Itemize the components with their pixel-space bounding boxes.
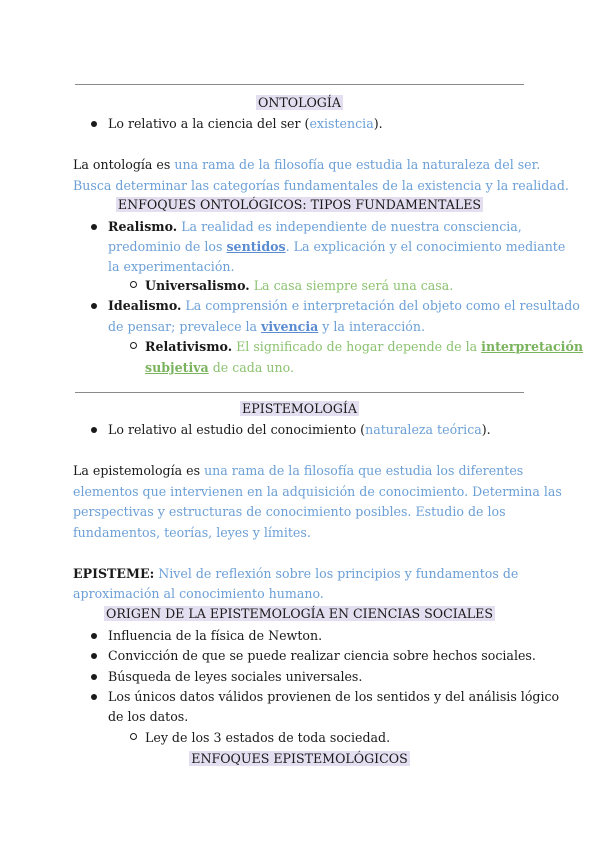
origen-item: Convicción de que se puede realizar ciencia sobre hechos sociales. xyxy=(108,648,536,663)
ontologia-def-1: La ontología es una rama de la filosofía que estudia la naturaleza del ser. xyxy=(73,157,541,172)
circle-bullet-icon xyxy=(130,342,137,349)
relativismo-line-2: subjetiva de cada uno. xyxy=(145,360,294,375)
bullet-icon xyxy=(91,694,97,700)
circle-bullet-icon xyxy=(130,733,137,740)
ontologia-def-2: Busca determinar las categorías fundamentales de la existencia y la realidad. xyxy=(73,178,569,193)
epistemologia-def-1: La epistemología es una rama de la filosofía que estudia los diferentes xyxy=(73,463,524,478)
epistemologia-def-4: fundamentos, teorías, leyes y límites. xyxy=(73,525,311,540)
epistemologia-def-3: perspectivas y estructuras de conocimiento posibles. Estudio de los xyxy=(73,504,506,519)
origen-item-continuation: de los datos. xyxy=(108,709,189,724)
circle-bullet-icon xyxy=(130,281,137,288)
universalismo: Universalismo. La casa siempre será una casa. xyxy=(145,278,454,293)
bullet-icon xyxy=(91,674,97,680)
bullet-icon xyxy=(91,303,97,309)
epistemologia-def-2: elementos que intervienen en la adquisición de conocimiento. Determina las xyxy=(73,484,562,499)
epistemologia-heading: EPISTEMOLOGÍA xyxy=(242,401,357,416)
bullet-icon xyxy=(91,121,97,127)
bullet-icon xyxy=(91,653,97,659)
idealismo-line-2: de pensar; prevalece la vivencia y la interacción. xyxy=(108,319,425,334)
bullet-icon xyxy=(91,427,97,433)
bullet-icon xyxy=(91,633,97,639)
epistemologia-bullet: Lo relativo al estudio del conocimiento (naturaleza teórica). xyxy=(108,422,491,437)
realismo-line-3: la experimentación. xyxy=(108,259,235,274)
divider-middle xyxy=(75,392,524,393)
ontologia-heading: ONTOLOGÍA xyxy=(258,95,341,110)
realismo-line-1: Realismo. La realidad es independiente de nuestra consciencia, xyxy=(108,219,522,234)
origen-item: Influencia de la física de Newton. xyxy=(108,628,323,643)
enfoques-epistemologicos-heading: ENFOQUES EPISTEMOLÓGICOS xyxy=(191,751,408,766)
episteme-line-1: EPISTEME: Nivel de reflexión sobre los principios y fundamentos de xyxy=(73,566,519,581)
bullet-icon xyxy=(91,224,97,230)
relativismo-line-1: Relativismo. El significado de hogar depende de la interpretación xyxy=(145,339,584,354)
origen-item: Los únicos datos válidos provienen de los sentidos y del análisis lógico xyxy=(108,689,560,704)
idealismo-line-1: Idealismo. La comprensión e interpretación del objeto como el resultado xyxy=(108,298,580,313)
origen-item: Búsqueda de leyes sociales universales. xyxy=(108,669,363,684)
realismo-line-2: predominio de los sentidos. La explicación y el conocimiento mediante xyxy=(108,239,566,254)
episteme-line-2: aproximación al conocimiento humano. xyxy=(73,586,324,601)
ontologia-bullet: Lo relativo a la ciencia del ser (existencia). xyxy=(108,116,383,131)
divider-top xyxy=(75,84,524,85)
enfoques-ontologicos-heading: ENFOQUES ONTOLÓGICOS: TIPOS FUNDAMENTALES xyxy=(117,197,482,212)
origen-subitem: Ley de los 3 estados de toda sociedad. xyxy=(145,730,391,745)
origen-heading: ORIGEN DE LA EPISTEMOLOGÍA EN CIENCIAS SOCIALES xyxy=(106,606,493,621)
